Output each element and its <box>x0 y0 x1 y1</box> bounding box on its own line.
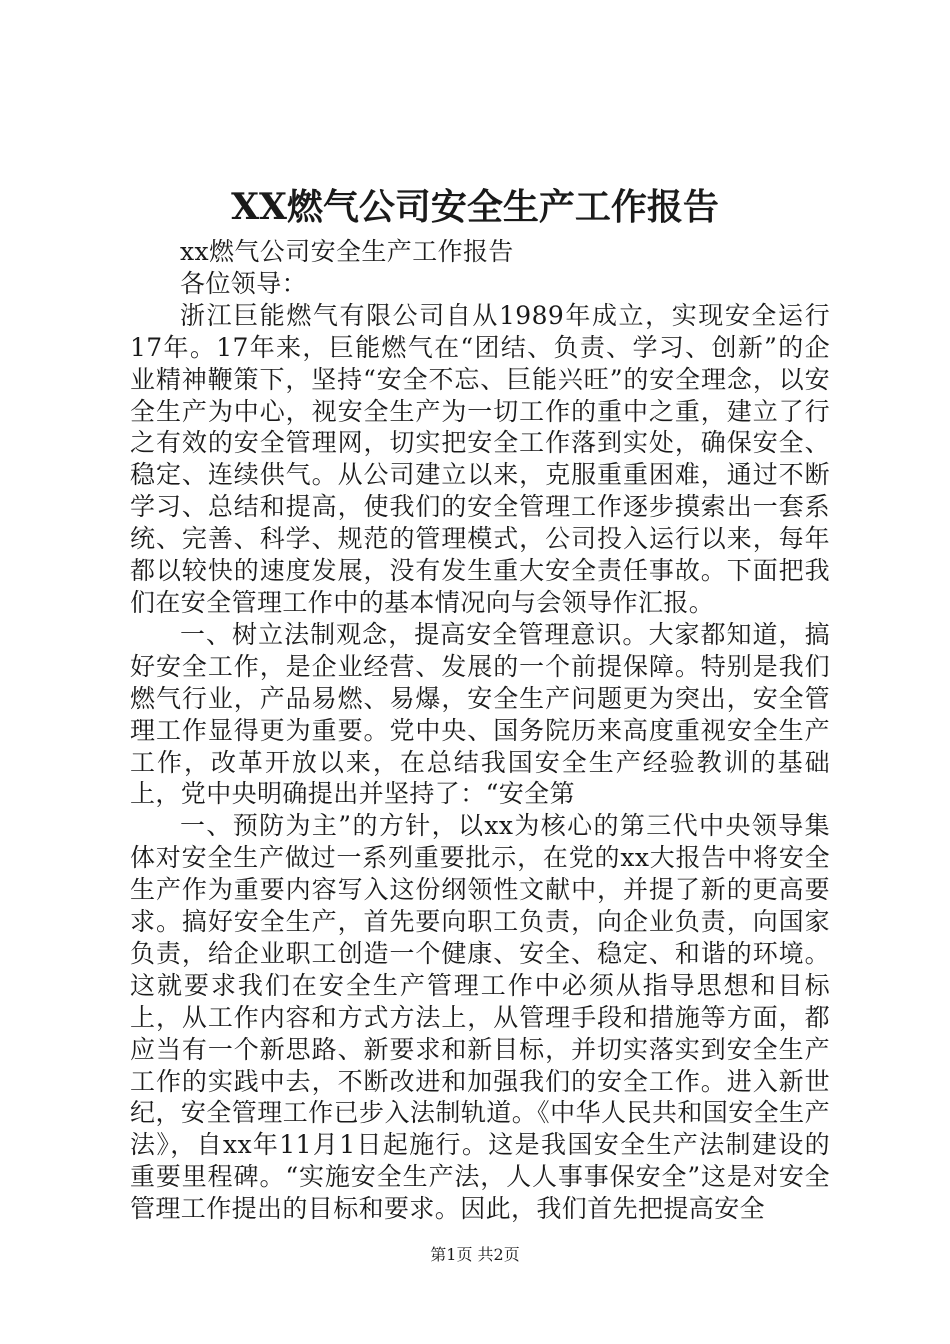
page-footer: 第1页 共2页 <box>430 1245 520 1264</box>
body-paragraph: 一、树立法制观念，提高安全管理意识。大家都知道，搞好安全工作，是企业经营、发展的一个前提保障。特别是我们燃气行业，产品易燃、易爆，安全生产问题更为突出，安全管理工作显得更为重要。党中央、国务院历来高度重视安全生产工作，改革开放以来，在总结我国安全生产经验教训的基础上，党中央明确提出并坚持了：“安全第 <box>130 619 830 809</box>
body-paragraph: 浙江巨能燃气有限公司自从1989年成立，实现安全运行17年。17年来，巨能燃气在“团结、负责、学习、创新”的企业精神鞭策下，坚持“安全不忘、巨能兴旺”的安全理念，以安全生产为中心，视安全生产为一切工作的重中之重，建立了行之有效的安全管理网，切实把安全工作落到实处，确保安全、稳定、连续供气。从公司建立以来，克服重重困难，通过不断学习、总结和提高，使我们的安全管理工作逐步摸索出一套系统、完善、科学、规范的管理模式，公司投入运行以来，每年都以较快的速度发展，没有发生重大安全责任事故。下面把我们在安全管理工作中的基本情况向与会领导作汇报。 <box>130 300 830 617</box>
salutation-paragraph: 各位领导： <box>180 268 308 298</box>
document-body <box>130 236 830 1225</box>
body-paragraph: 一、预防为主”的方针，以xx为核心的第三代中央领导集体对安全生产做过一系列重要批示，在党的xx大报告中将安全生产作为重要内容写入这份纲领性文献中，并提了新的更高要求。搞好安全生产，首先要向职工负责，向企业负责，向国家负责，给企业职工创造一个健康、安全、稳定、和谐的环境。这就要求我们在安全生产管理工作中必须从指导思想和目标上，从工作内容和方式方法上，从管理手段和措施等方面，都应当有一个新思路、新要求和新目标，并切实落实到安全生产工作的实践中去，不断改进和加强我们的安全工作。进入新世纪，安全管理工作已步入法制轨道。《中华人民共和国安全生产法》，自xx年11月1日起施行。这是我国安全生产法制建设的重要里程碑。“实施安全生产法，人人事事保安全”这是对安全管理工作提出的目标和要求。因此，我们首先把提高安全 <box>130 811 830 1224</box>
document-title: XX燃气公司安全生产工作报告 <box>231 186 719 228</box>
subtitle-paragraph: xx燃气公司安全生产工作报告 <box>180 237 514 266</box>
